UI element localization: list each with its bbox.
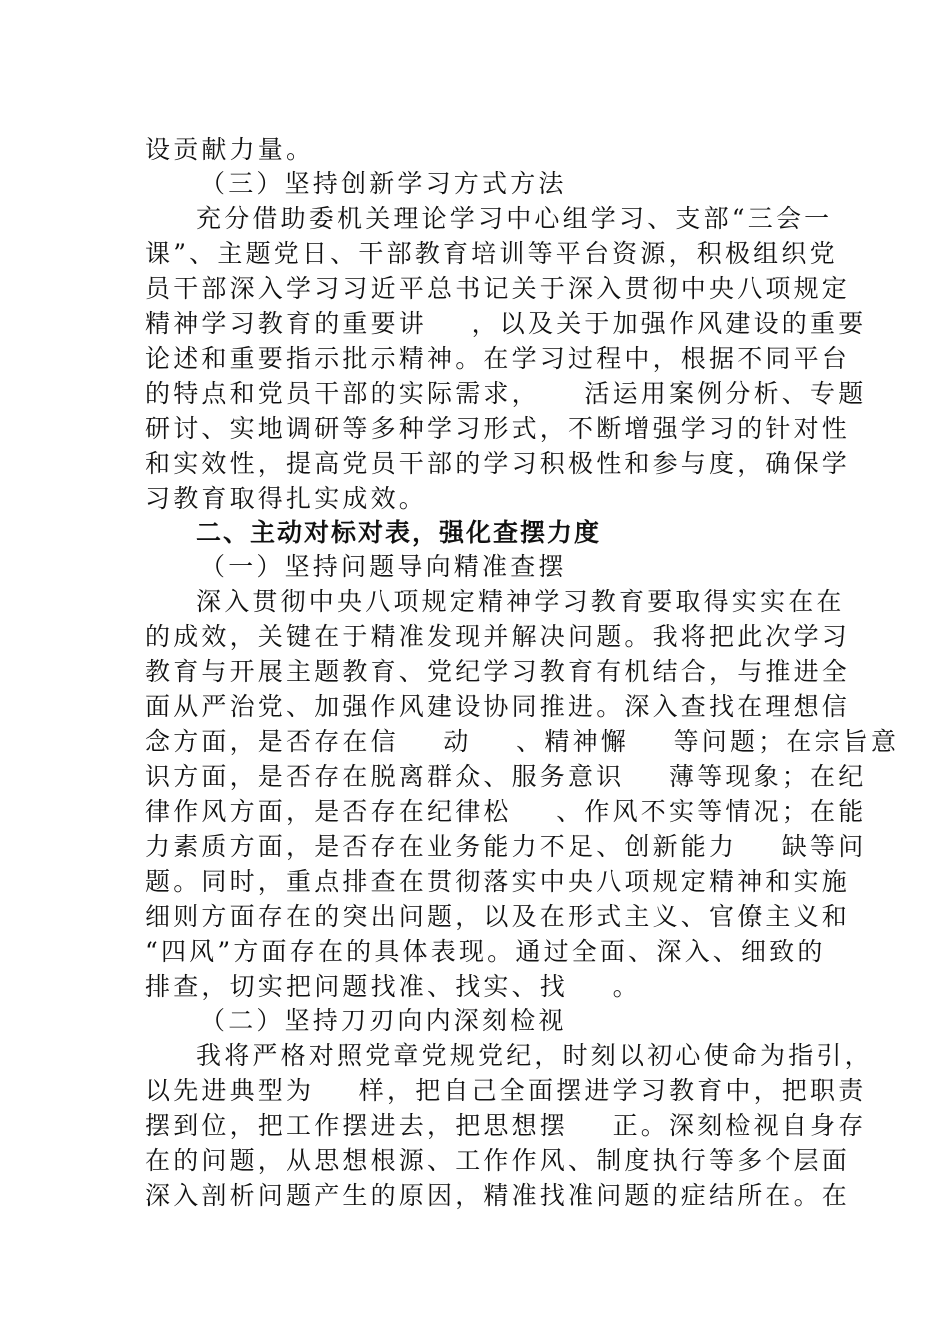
body-text-line: 设贡献力量。: [145, 135, 315, 164]
body-text-line: 题。同时，重点排查在贯彻落实中央八项规定精神和实施: [145, 867, 851, 896]
body-text-line: 教育与开展主题教育、党纪学习教育有机结合，与推进全: [145, 657, 851, 686]
body-text-line: 和实效性，提高党员干部的学习积极性和参与度，确保学: [145, 449, 851, 478]
body-text-line: 研讨、实地调研等多种学习形式，不断增强学习的针对性: [145, 414, 851, 443]
subsection-heading: （一）坚持问题导向精准查摆: [200, 552, 567, 581]
body-text-line: 在的问题，从思想根源、工作作风、制度执行等多个层面: [145, 1146, 851, 1175]
body-text-line: 律作风方面，是否存在纪律松 、作风不实等情况；在能: [145, 797, 867, 826]
paragraph-first-line: 充分借助委机关理论学习中心组学习、支部“三会一: [196, 204, 833, 233]
body-text-line: 摆到位，把工作摆进去，把思想摆 正。深刻检视自身存: [145, 1111, 867, 1140]
subsection-heading: （三）坚持创新学习方式方法: [200, 169, 567, 198]
body-text-line: 课”、主题党日、干部教育培训等平台资源，积极组织党: [145, 239, 838, 268]
body-text-line: 论述和重要指示批示精神。在学习过程中，根据不同平台: [145, 344, 851, 373]
body-text-line: 识方面，是否存在脱离群众、服务意识 薄等现象；在纪: [145, 762, 867, 791]
section-heading: 二、主动对标对表，强化查摆力度: [196, 518, 602, 547]
body-text-line: 以先进典型为 样，把自己全面摆进学习教育中，把职责: [145, 1076, 867, 1105]
body-text-line: 精神学习教育的重要讲 ，以及关于加强作风建设的重要: [145, 309, 867, 338]
subsection-heading: （二）坚持刀刃向内深刻检视: [200, 1006, 567, 1035]
body-text-line: 细则方面存在的突出问题，以及在形式主义、官僚主义和: [145, 902, 851, 931]
body-text-line: 深入剖析问题产生的原因，精准找准问题的症结所在。在: [145, 1181, 851, 1210]
body-text-line: 力素质方面，是否存在业务能力不足、创新能力 缺等问: [145, 832, 867, 861]
body-text-line: 习教育取得扎实成效。: [145, 484, 428, 513]
body-text-line: 面从严治党、加强作风建设协同推进。深入查找在理想信: [145, 692, 851, 721]
body-text-line: 念方面，是否存在信 动 、精神懈 等问题；在宗旨意: [145, 727, 900, 756]
body-text-line: “四风”方面存在的具体表现。通过全面、深入、细致的: [145, 937, 826, 966]
body-text-line: 排查，切实把问题找准、找实、找 。: [145, 972, 641, 1001]
body-text-line: 员干部深入学习习近平总书记关于深入贯彻中央八项规定: [145, 274, 851, 303]
paragraph-first-line: 深入贯彻中央八项规定精神学习教育要取得实实在在: [196, 587, 845, 616]
paragraph-first-line: 我将严格对照党章党规党纪，时刻以初心使命为指引，: [196, 1041, 873, 1070]
body-text-line: 的成效，关键在于精准发现并解决问题。我将把此次学习: [145, 622, 851, 651]
body-text-line: 的特点和党员干部的实际需求， 活运用案例分析、专题: [145, 379, 867, 408]
